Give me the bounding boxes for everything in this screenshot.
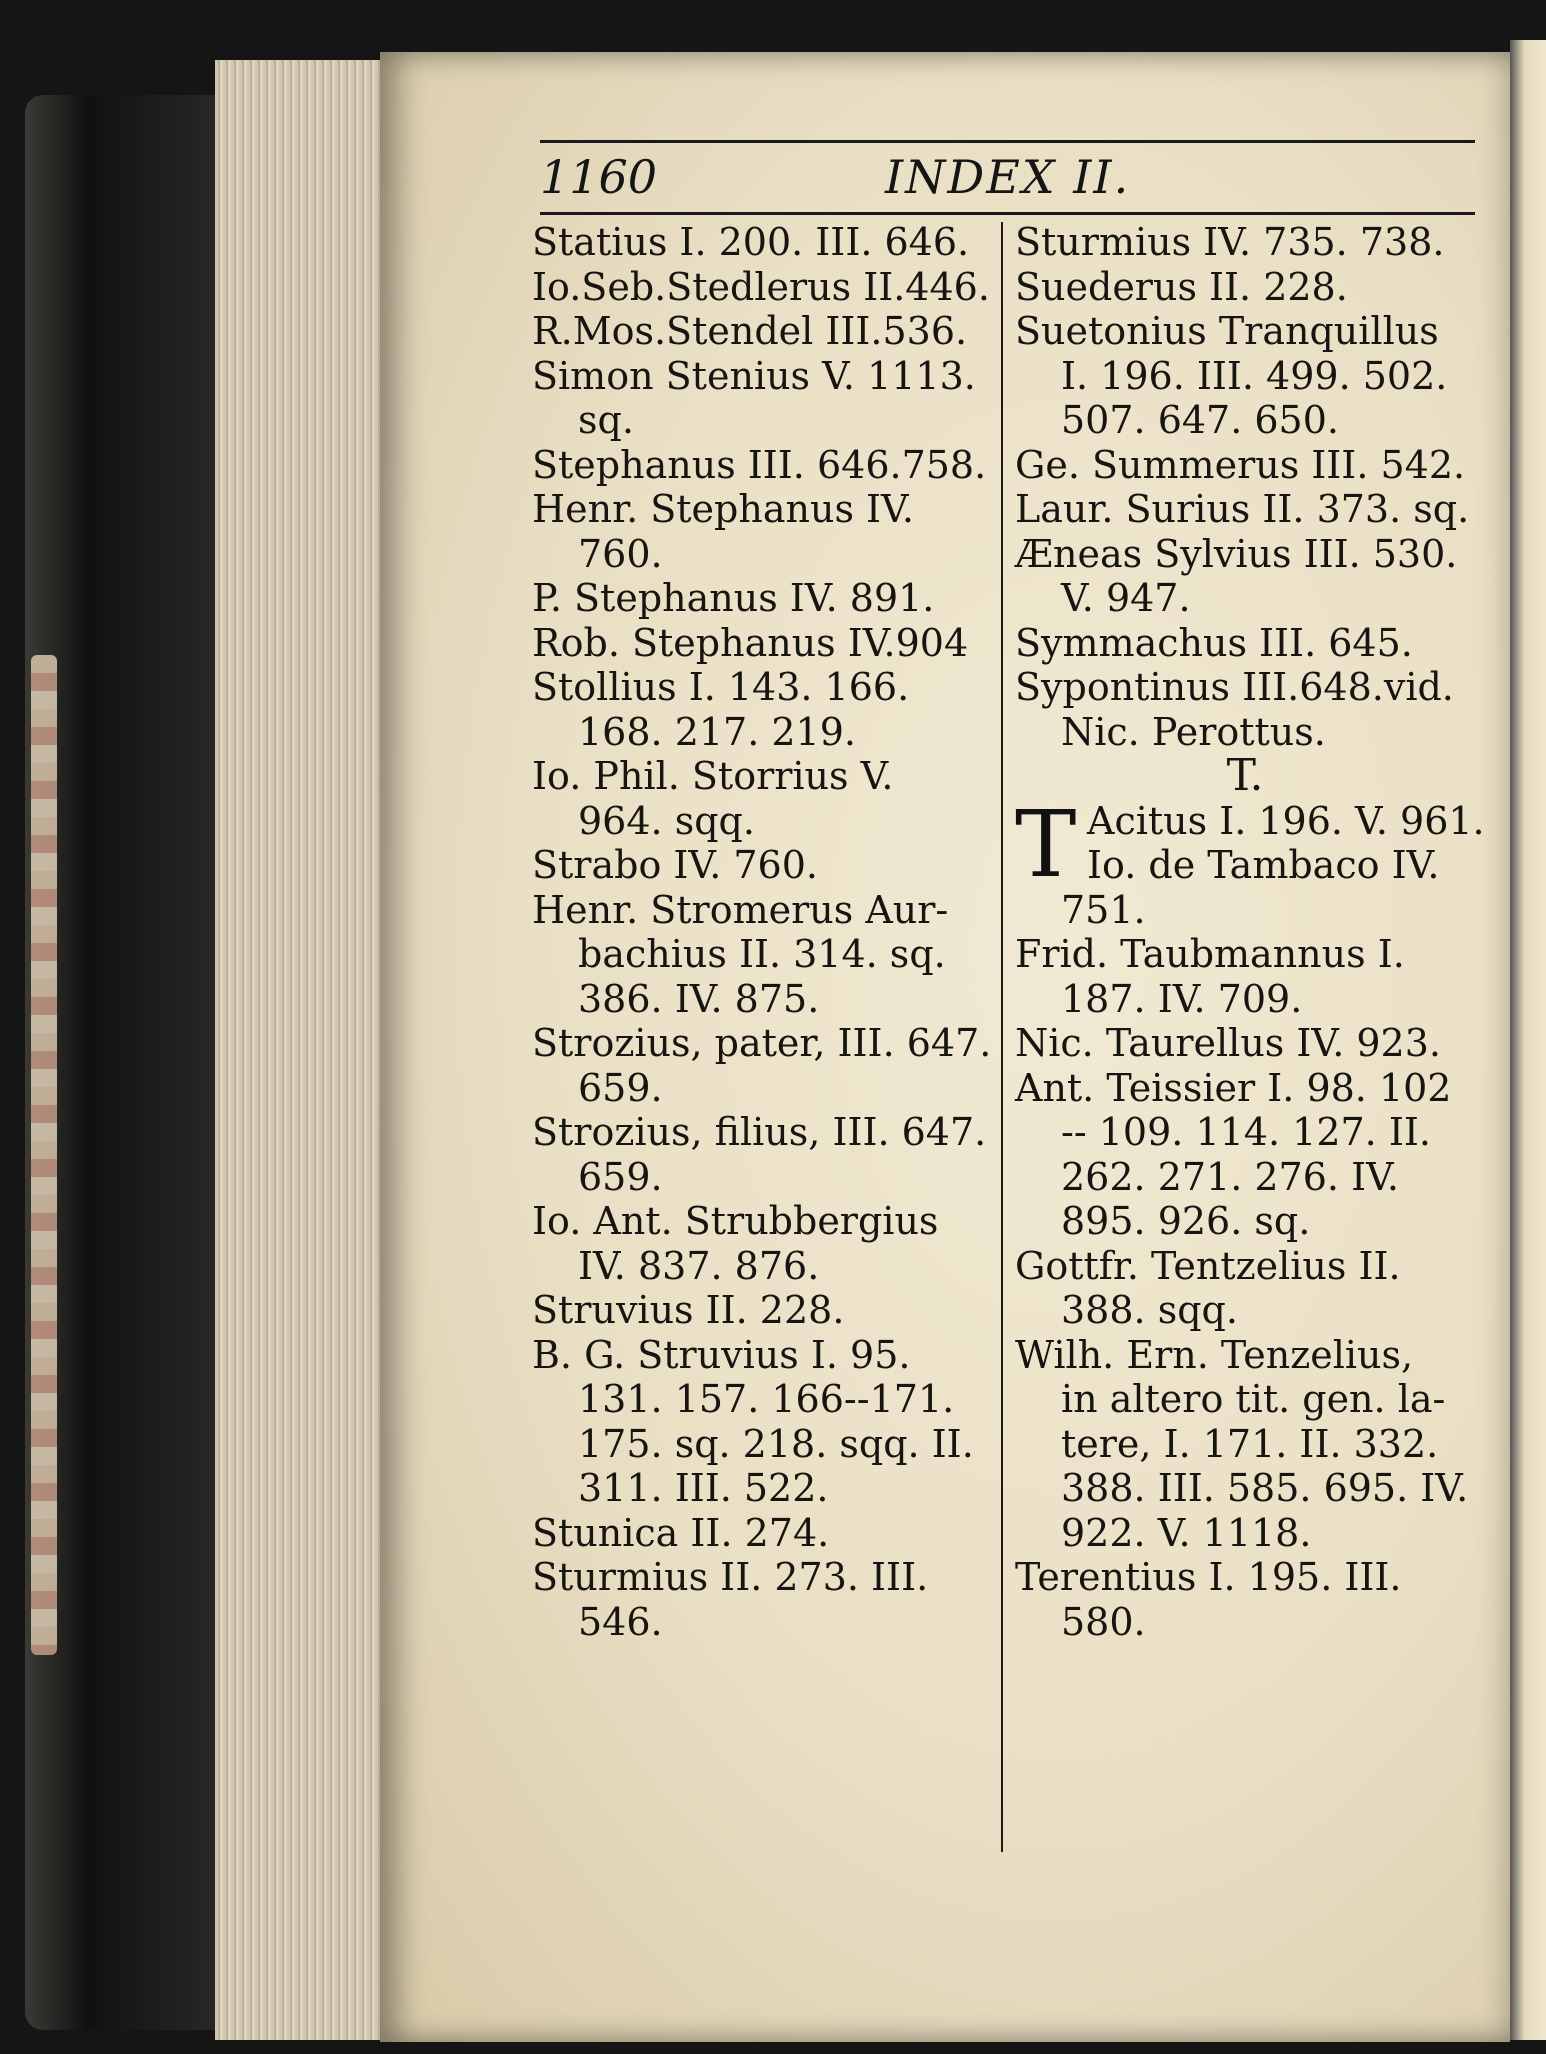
- index-entry-line: Wilh. Ern. Tenzelius,: [1015, 1332, 1414, 1377]
- index-entry-line: Rob. Stephanus IV.904: [532, 620, 969, 665]
- header-bottom-rule: [540, 212, 1475, 215]
- index-entry-line: Terentius I. 195. III.: [1015, 1555, 1402, 1599]
- index-entry-line: Io. Ant. Strubbergius: [532, 1199, 939, 1243]
- index-entry-line: Sturmius II. 273. III.: [532, 1555, 929, 1599]
- section-letter: T.: [1226, 750, 1264, 801]
- index-entry-line: 922. V. 1118.: [1061, 1510, 1312, 1555]
- index-entry-line: Gottfr. Tentzelius II.: [1015, 1243, 1401, 1288]
- index-entry-line: R.Mos.Stendel III.536.: [532, 309, 968, 353]
- index-entry-line: Henr. Stromerus Aur-: [532, 887, 949, 932]
- index-entry-line: Stephanus III. 646.758.: [532, 442, 987, 487]
- index-entry-line: Stollius I. 143. 166.: [532, 665, 910, 709]
- index-entry-line: Suetonius Tranquillus: [1015, 309, 1439, 353]
- index-entry-line: V. 947.: [1061, 576, 1191, 620]
- index-entry-line: 131. 157. 166--171.: [578, 1377, 955, 1421]
- index-entry-line: P. Stephanus IV. 891.: [532, 576, 935, 620]
- index-entry-line: I. 196. III. 499. 502.: [1061, 353, 1448, 398]
- index-entry-line: Strozius, pater, III. 647.: [532, 1021, 992, 1065]
- index-entry-line: -- 109. 114. 127. II.: [1061, 1110, 1431, 1154]
- index-entry-line: 168. 217. 219.: [578, 709, 856, 754]
- index-entry-line: 388. sqq.: [1061, 1288, 1238, 1332]
- index-entry-line: Strabo IV. 760.: [532, 843, 818, 887]
- index-entry-line: 507. 647. 650.: [1061, 398, 1339, 442]
- index-entry-line: 580.: [1061, 1599, 1146, 1644]
- index-entry-line: sq.: [578, 398, 634, 442]
- index-entry-line: in altero tit. gen. la-: [1061, 1377, 1446, 1421]
- page-header: [530, 150, 1460, 210]
- index-entry-line: Io. de Tambaco IV.: [1087, 843, 1440, 887]
- index-entry-line: Io.Seb.Stedlerus II.446.: [532, 264, 990, 309]
- index-entry-line: 751.: [1061, 887, 1146, 932]
- facing-page-edge: [1510, 40, 1546, 2040]
- index-entry-line: IV. 837. 876.: [578, 1243, 820, 1288]
- drop-cap: T: [1015, 790, 1077, 898]
- left-column: [532, 220, 1002, 1644]
- index-entry-line: Strozius, filius, III. 647.: [532, 1110, 987, 1154]
- index-entry-line: tere, I. 171. II. 332.: [1061, 1421, 1439, 1466]
- index-entry-line: 659.: [578, 1065, 663, 1110]
- index-entry-line: Ge. Summerus III. 542.: [1015, 442, 1466, 487]
- index-entry-line: B. G. Struvius I. 95.: [532, 1332, 911, 1377]
- index-entry-line: 659.: [578, 1154, 663, 1199]
- index-entry-line: 546.: [578, 1599, 663, 1644]
- index-entry-line: Nic. Perottus.: [1061, 709, 1326, 754]
- right-column: [1015, 220, 1485, 1644]
- index-entry-line: 964. sqq.: [578, 798, 755, 843]
- index-entry-line: Simon Stenius V. 1113.: [532, 353, 976, 398]
- index-entry-line: Sypontinus III.648.vid.: [1015, 665, 1454, 709]
- bookmark-ribbon: [31, 655, 57, 1655]
- section-t: [1015, 790, 1485, 1645]
- index-entry-line: Stunica II. 274.: [532, 1510, 830, 1555]
- index-entry-line: 175. sq. 218. sqq. II.: [578, 1421, 974, 1466]
- header-top-rule: [540, 140, 1475, 143]
- index-entry-line: Nic. Taurellus IV. 923.: [1015, 1021, 1441, 1065]
- page-stack: [215, 60, 390, 2040]
- index-entry-line: Struvius II. 228.: [532, 1288, 845, 1332]
- book-fore-edge: [25, 95, 235, 2030]
- index-entry-line: Statius I. 200. III. 646.: [532, 220, 970, 264]
- index-entry-line: Io. Phil. Storrius V.: [532, 754, 894, 798]
- index-entry-line: Symmachus III. 645.: [1015, 620, 1413, 665]
- index-entry-line: 311. III. 522.: [578, 1466, 829, 1510]
- page-title: INDEX II.: [885, 150, 1131, 204]
- index-entry-line: Acitus I. 196. V. 961.: [1087, 798, 1485, 843]
- index-entry-line: 187. IV. 709.: [1061, 976, 1303, 1021]
- index-entry-line: 895. 926. sq.: [1061, 1199, 1311, 1243]
- index-entry-line: bachius II. 314. sq.: [578, 932, 946, 976]
- index-entry-line: Ant. Teissier I. 98. 102: [1015, 1065, 1452, 1110]
- index-entry-line: 386. IV. 875.: [578, 976, 820, 1021]
- index-entry-line: Henr. Stephanus IV.: [532, 487, 914, 531]
- index-entry-line: 262. 271. 276. IV.: [1061, 1154, 1399, 1199]
- index-entry-line: Suederus II. 228.: [1015, 264, 1348, 309]
- page-number: 1160: [540, 150, 658, 204]
- index-entry-line: Æneas Sylvius III. 530.: [1015, 531, 1458, 576]
- index-entry-line: Sturmius IV. 735. 738.: [1015, 220, 1445, 264]
- index-entry-line: Laur. Surius II. 373. sq.: [1015, 487, 1470, 531]
- index-entry-line: Frid. Taubmannus I.: [1015, 932, 1405, 976]
- index-entry-line: 388. III. 585. 695. IV.: [1061, 1466, 1469, 1510]
- index-entry-line: 760.: [578, 531, 663, 576]
